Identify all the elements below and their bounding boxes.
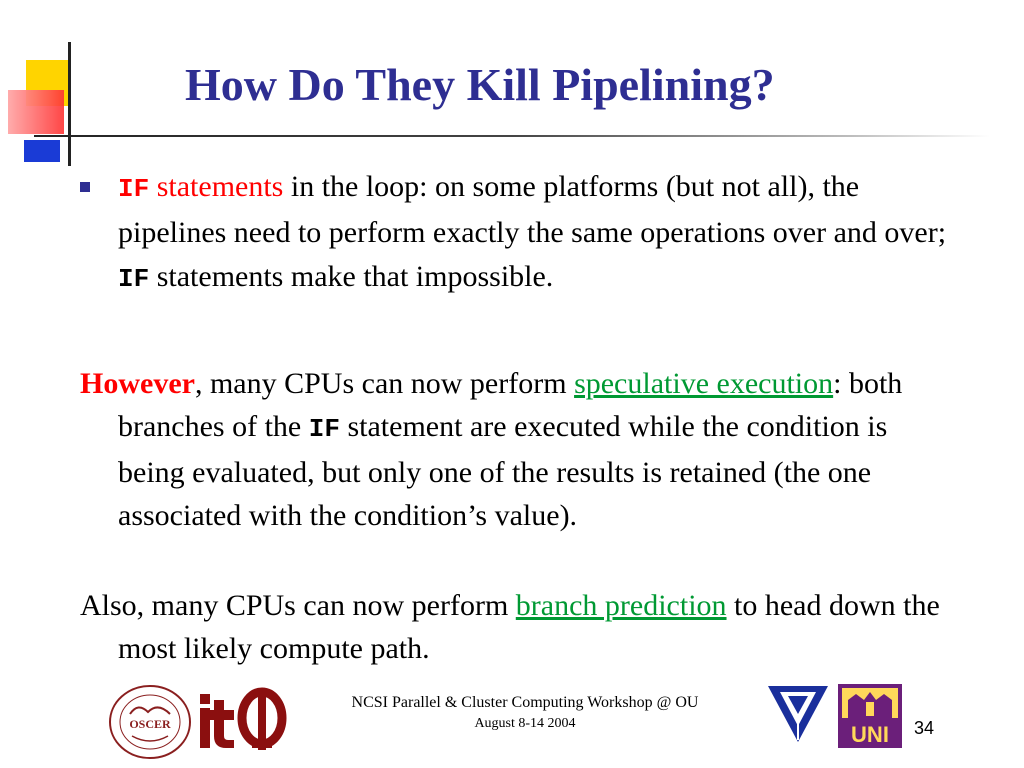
paragraph-speculative-execution: [80, 362, 958, 537]
svg-text:UNI: UNI: [851, 722, 889, 747]
page-number: 34: [914, 718, 935, 738]
bullet1-text-1: in the loop: on some platforms (but not all), the pipelines need to perform exactly the same operations over and over;: [118, 170, 947, 249]
para2-text-3: statement are executed while the condition is being evaluated, but only one of the results is retained (the one associated with the condition’s value).: [118, 410, 888, 532]
para2-text-2: : both branches of the: [118, 367, 903, 443]
branch-prediction-link[interactable]: branch prediction: [515, 589, 727, 622]
if-keyword-3: IF: [308, 414, 340, 444]
slide-title: How Do They Kill Pipelining?: [185, 59, 775, 110]
title-underline: [34, 135, 990, 137]
footer-caption: [300, 694, 750, 732]
deco-vertical-line: [68, 42, 71, 166]
para3-text-1: Also, many CPUs can now perform: [80, 589, 516, 622]
statements-word: statements: [156, 170, 284, 203]
oscer-seal-logo: [108, 684, 192, 760]
bullet1-text-2: statements make that impossible.: [149, 260, 554, 293]
para3-text-2: to head down the most likely compute path.: [118, 589, 940, 665]
deco-blue-square: [24, 140, 60, 162]
square-bullet-icon: [80, 182, 90, 192]
however-word: However: [80, 367, 195, 400]
svg-text:OSCER: OSCER: [129, 717, 171, 731]
speculative-execution-link[interactable]: speculative execution: [574, 367, 834, 400]
paragraph-branch-prediction: [80, 584, 958, 670]
para2-text-1: , many CPUs can now perform: [194, 367, 575, 400]
triangle-logo: [766, 684, 830, 744]
bullet-paragraph-if-statements: [118, 165, 958, 301]
if-keyword: IF: [118, 174, 150, 204]
footer-dates: August 8-14 2004: [474, 716, 576, 731]
deco-red-highlight: [8, 90, 64, 134]
if-keyword-2: IF: [118, 264, 150, 294]
it-ou-logo: [198, 686, 290, 752]
uni-logo: [838, 684, 902, 748]
footer-workshop-title: NCSI Parallel & Cluster Computing Workshop @ OU: [351, 694, 699, 711]
